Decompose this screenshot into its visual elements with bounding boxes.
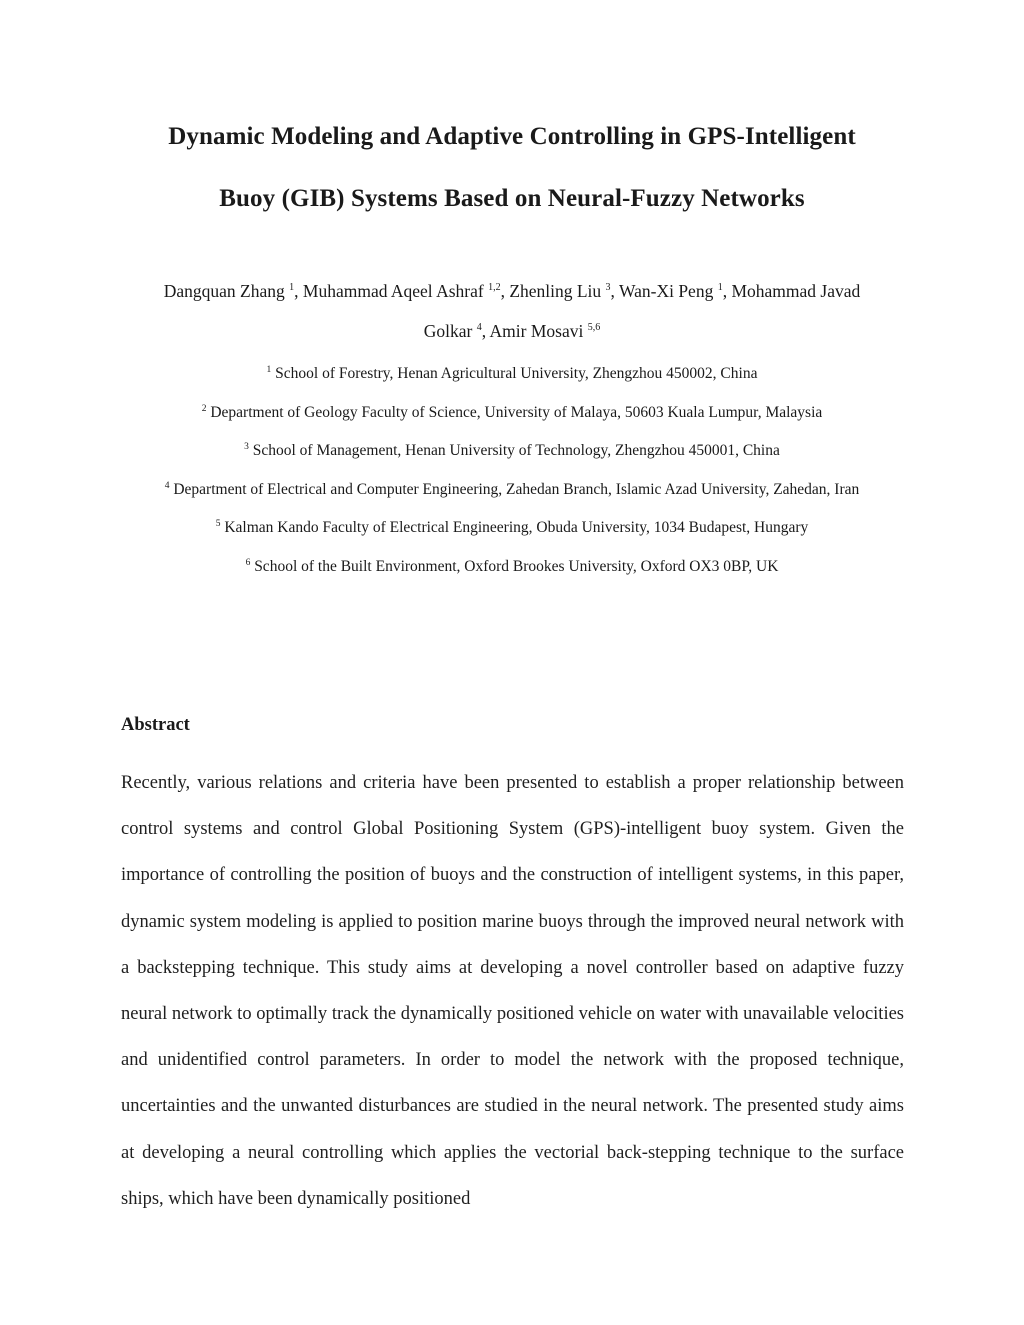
author-name-part: Mohammad Javad xyxy=(731,281,861,301)
affiliation-6 xyxy=(0,559,1024,575)
abstract-paragraph: Recently, various relations and criteria have been presented to establish a proper relationship between control systems and control Global Positioning System (GPS)-intelligent buoy system. Given the importance of controlling the position of buoys and the construction of intelligent systems, in this paper, dynamic system modeling is applied to position marine buoys through the improved neural network with a backstepping technique. This study aims at developing a novel controller based on adaptive fuzzy neural network to optimally track the dynamically positioned vehicle on water with unavailable velocities and unidentified control parameters. In order to model the network with the proposed technique, uncertainties and the unwanted disturbances are studied in the neural network. The presented study aims at developing a neural controlling which applies the vectorial back-stepping technique to the surface ships, which have been dynamically positioned xyxy=(121,773,904,1209)
affiliation-number: 6 xyxy=(245,557,251,568)
affiliation-4 xyxy=(0,482,1024,498)
author-affiliation-mark: 1 xyxy=(717,282,723,294)
paper-title-line-1: Dynamic Modeling and Adaptive Controlling in GPS-Intelligent xyxy=(168,123,856,150)
affiliation-number: 5 xyxy=(215,518,221,529)
affiliation-number: 4 xyxy=(164,480,170,491)
affiliation-text: Kalman Kando Faculty of Electrical Engineering, Obuda University, 1034 Budapest, Hungary xyxy=(224,519,809,536)
affiliation-5 xyxy=(0,520,1024,536)
author-affiliation-mark: 1 xyxy=(289,282,295,294)
affiliation-number: 3 xyxy=(244,441,249,452)
author-affiliation-mark: 5,6 xyxy=(587,322,601,334)
paper-title-line-2: Buoy (GIB) Systems Based on Neural-Fuzzy Networks xyxy=(219,185,805,212)
author-affiliation-mark: 3 xyxy=(605,282,611,294)
affiliation-3 xyxy=(0,443,1024,459)
affiliation-text: School of Management, Henan University of Technology, Zhengzhou 450001, China xyxy=(252,442,780,459)
affiliation-text: Department of Electrical and Computer Engineering, Zahedan Branch, Islamic Azad University, Zahedan, Iran xyxy=(173,481,860,498)
author-name: Muhammad Aqeel Ashraf xyxy=(302,281,484,301)
affiliation-2 xyxy=(0,405,1024,421)
author-name: Wan-Xi Peng xyxy=(618,281,714,301)
affiliation-number: 1 xyxy=(266,364,272,375)
author-list-line-2: Golkar $^4$, Amir Mosavi $^{5,6}$ xyxy=(423,321,601,341)
affiliation-number: 2 xyxy=(201,403,207,414)
affiliation-text: Department of Geology Faculty of Science, University of Malaya, 50603 Kuala Lumpur, Malaysia xyxy=(210,404,823,421)
affiliation-1 xyxy=(0,366,1024,382)
affiliation-text: School of the Built Environment, Oxford Brookes University, Oxford OX3 0BP, UK xyxy=(254,558,779,575)
author-name: Dangquan Zhang xyxy=(163,281,285,301)
author-list-line-1: Dangquan Zhang $^1$, Muhammad Aqeel Ashraf $^{1,2}$, Zhenling Liu $^3$, Wan-Xi Peng $^1$, Mohammad Javad xyxy=(163,281,861,301)
author-name: Zhenling Liu xyxy=(509,281,602,301)
author-affiliation-mark: 1,2 xyxy=(488,282,501,294)
author-name: Amir Mosavi xyxy=(489,321,584,341)
affiliation-text: School of Forestry, Henan Agricultural University, Zhengzhou 450002, China xyxy=(275,365,758,382)
author-affiliation-mark: 4 xyxy=(476,322,482,334)
author-name-part: Golkar xyxy=(423,321,473,341)
abstract-heading: Abstract xyxy=(121,715,190,735)
